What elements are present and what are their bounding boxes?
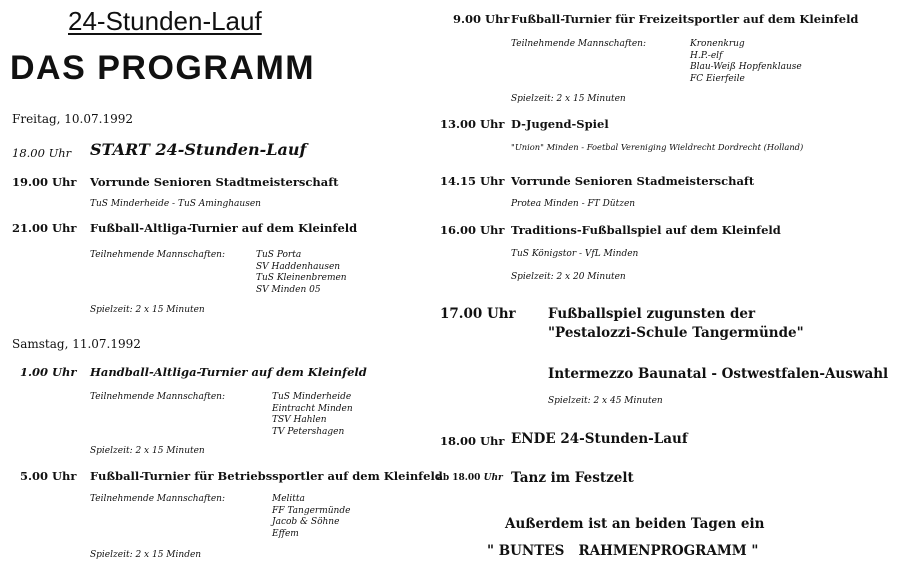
team-name: TuS Kleinenbremen (256, 273, 347, 283)
team-list (690, 39, 802, 85)
teams-label: Teilnehmende Mannschaften: (511, 39, 647, 49)
dance-title: Tanz im Festzelt (511, 470, 634, 486)
freizeit-time: 9.00 Uhr (453, 12, 510, 26)
benefit-line2: "Pestalozzi-Schule Tangermünde" (548, 325, 804, 341)
footer-line1: Außerdem ist an beiden Tagen ein (505, 516, 765, 532)
benefit-line1: Fußballspiel zugunsten der (548, 306, 756, 322)
tradition-match: TuS Königstor - VfL Minden (511, 249, 639, 259)
betrieb-title: Fußball-Turnier für Betriebssportler auf dem Kleinfeld (90, 469, 443, 483)
team-name: FF Tangermünde (272, 505, 351, 516)
senioren2-title: Vorrunde Senioren Stadmeisterschaft (511, 174, 755, 188)
team-name: Effem (272, 528, 299, 539)
senioren-match: TuS Minderheide - TuS Aminghausen (90, 199, 261, 209)
tradition-time: 16.00 Uhr (440, 223, 505, 237)
playtime: Spielzeit: 2 x 15 Minuten (90, 305, 205, 315)
betrieb-time: 5.00 Uhr (20, 469, 77, 483)
start-time: 18.00 Uhr (12, 146, 72, 160)
djugend-time: 13.00 Uhr (440, 117, 505, 131)
footer-line2: " BUNTES RAHMENPROGRAMM " (487, 543, 759, 559)
senioren-title: Vorrunde Senioren Stadtmeisterschaft (90, 175, 339, 189)
start-title: START 24-Stunden-Lauf (90, 140, 307, 159)
tradition-title: Traditions-Fußballspiel auf dem Kleinfeld (511, 223, 781, 237)
team-list (272, 494, 350, 540)
end-time: 18.00 Uhr (440, 434, 505, 448)
event-title: 24-Stunden-Lauf (68, 6, 262, 36)
team-name: TV Petershagen (272, 426, 345, 437)
benefit-time: 17.00 Uhr (440, 306, 516, 322)
altliga-time: 21.00 Uhr (12, 221, 77, 235)
handball-time: 1.00 Uhr (20, 365, 77, 379)
team-name: TuS Porta (256, 250, 302, 260)
dance-time-prefix: ab 18.00 (437, 473, 481, 483)
dance-time-unit: Uhr (483, 473, 503, 483)
playtime: Spielzeit: 2 x 20 Minuten (511, 272, 626, 282)
freizeit-title: Fußball-Turnier für Freizeitsportler auf dem Kleinfeld (511, 12, 859, 26)
team-name: Kronenkrug (690, 39, 745, 49)
playtime: Spielzeit: 2 x 45 Minuten (548, 396, 663, 406)
program-heading: DAS PROGRAMM (10, 49, 316, 87)
teams-label: Teilnehmende Mannschaften: (90, 250, 226, 260)
team-name: Blau-Weiß Hopfenklause (690, 62, 802, 72)
senioren-time: 19.00 Uhr (12, 175, 77, 189)
altliga-title: Fußball-Altliga-Turnier auf dem Kleinfeld (90, 221, 358, 235)
team-name: TSV Hahlen (272, 415, 327, 425)
playtime: Spielzeit: 2 x 15 Minuten (511, 94, 626, 104)
end-title: ENDE 24-Stunden-Lauf (511, 431, 688, 447)
senioren2-match: Protea Minden - FT Dützen (511, 199, 636, 209)
playtime: Spielzeit: 2 x 15 Minden (90, 550, 202, 560)
saturday-date: Samstag, 11.07.1992 (12, 337, 141, 351)
team-name: Jacob & Söhne (272, 517, 340, 527)
team-name: Melitta (272, 494, 305, 504)
senioren2-time: 14.15 Uhr (440, 174, 505, 188)
teams-label: Teilnehmende Mannschaften: (90, 494, 226, 504)
team-list (256, 250, 347, 296)
team-name: Eintracht Minden (272, 403, 353, 414)
djugend-title: D-Jugend-Spiel (511, 117, 609, 131)
handball-title: Handball-Altliga-Turnier auf dem Kleinfeld (90, 365, 367, 379)
teams-label: Teilnehmende Mannschaften: (90, 392, 226, 402)
team-list (272, 392, 353, 438)
dance-time (437, 473, 503, 483)
benefit-line3: Intermezzo Baunatal - Ostwestfalen-Auswahl (548, 366, 889, 382)
team-name: SV Haddenhausen (256, 261, 341, 272)
playtime: Spielzeit: 2 x 15 Minuten (90, 446, 205, 456)
friday-date: Freitag, 10.07.1992 (12, 112, 133, 126)
djugend-match: "Union" Minden - Foetbal Vereniging Wieldrecht Dordrecht (Holland) (511, 142, 804, 152)
team-name: H.P.-elf (690, 50, 723, 61)
team-name: FC Eierfeile (690, 73, 745, 84)
team-name: TuS Minderheide (272, 392, 352, 402)
team-name: SV Minden 05 (256, 284, 321, 295)
